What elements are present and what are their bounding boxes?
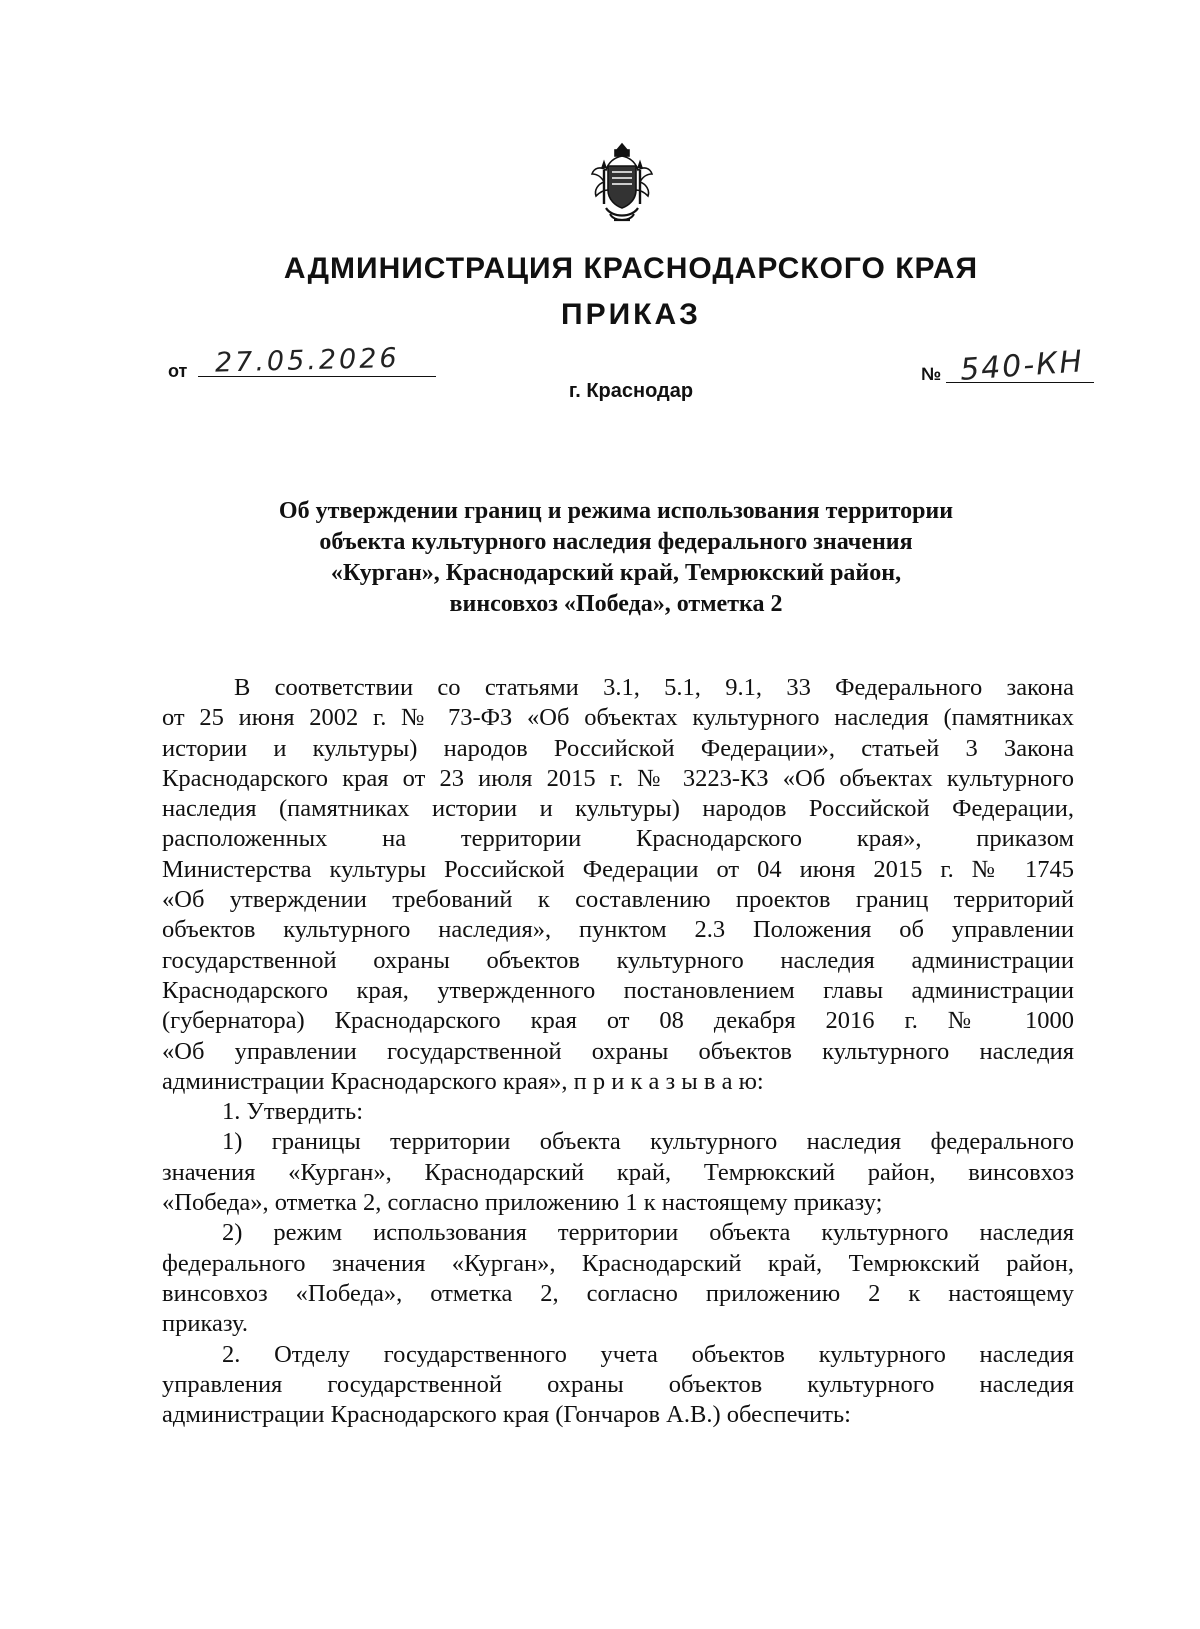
organization-name: АДМИНИСТРАЦИЯ КРАСНОДАРСКОГО КРАЯ bbox=[283, 252, 979, 285]
city: г. Краснодар bbox=[568, 380, 694, 402]
text-line: истории и культуры) народов Российской Федерации», статьей 3 Закона bbox=[162, 734, 1074, 762]
text-line: В соответствии со статьями 3.1, 5.1, 9.1, 33 Федерального закона bbox=[234, 674, 1074, 701]
text-line: от 25 июня 2002 г. № 73-ФЗ «Об объектах культурного наследия (памятниках bbox=[162, 704, 1074, 732]
document-title bbox=[160, 496, 1072, 620]
date-label: от bbox=[168, 361, 188, 381]
text-line: федерального значения «Курган», Краснодарский край, Темрюкский район, bbox=[162, 1249, 1074, 1277]
text-line: «Об управлении государственной охраны объектов культурного наследия bbox=[162, 1037, 1074, 1065]
paragraph-item-1-1 bbox=[162, 1127, 1074, 1218]
text-line: винсовхоз «Победа», отметка 2, согласно приложению 2 к настоящему bbox=[162, 1279, 1074, 1307]
text-line: «Об утверждении требований к составлению проектов границ территорий bbox=[162, 886, 1074, 914]
document-body bbox=[162, 673, 1074, 1430]
text-line: расположенных на территории Краснодарского края», приказом bbox=[162, 825, 1074, 853]
text-line: Краснодарского края, утвержденного постановлением главы администрации bbox=[162, 976, 1074, 1004]
text-line: 1) границы территории объекта культурного наследия федерального bbox=[222, 1128, 1074, 1156]
text-line: администрации Краснодарского края (Гончаров А.В.) обеспечить: bbox=[162, 1401, 851, 1429]
document-type: ПРИКАЗ bbox=[561, 298, 701, 331]
text-line: Краснодарского края от 23 июля 2015 г. № 3223-КЗ «Об объектах культурного bbox=[162, 764, 1074, 792]
text-line: объектов культурного наследия», пунктом 2.3 Положения об управлении bbox=[162, 916, 1074, 944]
text-line: Министерства культуры Российской Федерации от 04 июня 2015 г. № 1745 bbox=[162, 855, 1074, 883]
title-line: «Курган», Краснодарский край, Темрюкский район, bbox=[330, 560, 902, 586]
title-line: винсовхоз «Победа», отметка 2 bbox=[449, 591, 783, 617]
paragraph-item-1 bbox=[162, 1097, 1074, 1127]
text-line: значения «Курган», Краснодарский край, Темрюкский район, винсовхоз bbox=[162, 1158, 1074, 1186]
text-line: администрации Краснодарского края», п р и к а з ы в а ю: bbox=[162, 1067, 764, 1095]
text-line: 2) режим использования территории объекта культурного наследия bbox=[222, 1219, 1074, 1247]
text-line: 2. Отделу государственного учета объектов культурного наследия bbox=[222, 1340, 1074, 1368]
text-line: 1. Утвердить: bbox=[222, 1098, 364, 1126]
number-label: № bbox=[921, 364, 942, 384]
text-line: управления государственной охраны объектов культурного наследия bbox=[162, 1370, 1074, 1398]
paragraph-preamble bbox=[162, 673, 1074, 1097]
title-line: Об утверждении границ и режима использования территории bbox=[278, 498, 954, 524]
coat-of-arms-icon bbox=[586, 140, 658, 228]
paragraph-item-2 bbox=[162, 1340, 1074, 1431]
text-line: государственной охраны объектов культурного наследия администрации bbox=[162, 946, 1074, 974]
text-line: приказу. bbox=[162, 1310, 248, 1338]
text-line: «Победа», отметка 2, согласно приложению 1 к настоящему приказу; bbox=[162, 1189, 883, 1217]
title-line: объекта культурного наследия федерального значения bbox=[319, 529, 913, 555]
text-line: наследия (памятниках истории и культуры) народов Российской Федерации, bbox=[162, 795, 1074, 823]
handwritten-date: 27.05.2026 bbox=[214, 342, 400, 379]
paragraph-item-1-2 bbox=[162, 1218, 1074, 1339]
handwritten-number: 540-КН bbox=[958, 344, 1086, 388]
text-line: (губернатора) Краснодарского края от 08 декабря 2016 г. № 1000 bbox=[162, 1007, 1074, 1035]
